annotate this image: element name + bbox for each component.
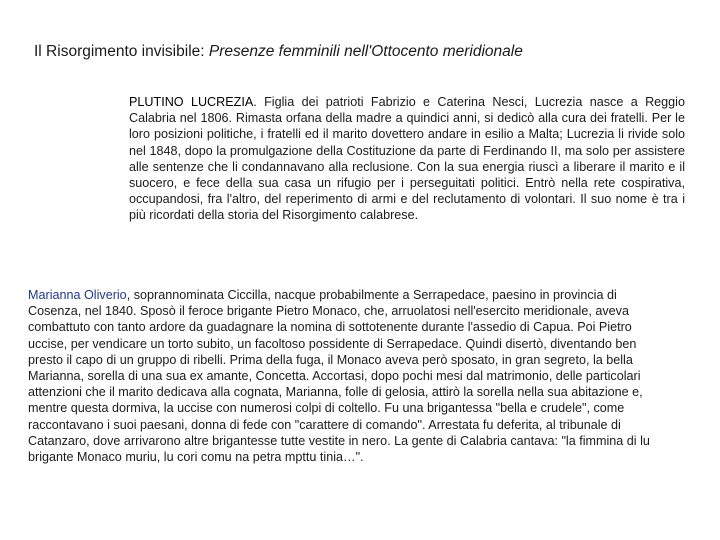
page-title bbox=[34, 42, 694, 62]
marianna-name: Marianna Oliverio bbox=[28, 288, 127, 302]
lucrezia-name: PLUTINO LUCREZIA bbox=[129, 95, 254, 109]
biography-marianna bbox=[28, 287, 652, 465]
biography-lucrezia bbox=[129, 94, 685, 224]
lucrezia-text: . Figlia dei patrioti Fabrizio e Caterina Nesci, Lucrezia nasce a Reggio Calabria nel 1806. Rimasta orfana della madre a quindici anni, si dedicò alla cura dei fratelli. Per le loro posizioni politiche, i fratelli ed il marito dovettero andare in esilio a Malta; Lucrezia li rivide solo nel 1848, dopo la promulgazione della Costituzione da parte di Ferdinando II, ma solo per assistere alle sentenze che li condannavano alla reclusione. Con la sua energia riuscì a liberare il marito e il suocero, e fece della sua casa un rifugio per i perseguitati politici. Entrò nella rete cospirativa, occupandosi, fra l'altro, del reperimento di armi e del reclutamento di volontari. Il suo nome è tra i più ricordati della storia del Risorgimento calabrese. bbox=[129, 95, 685, 223]
title-italic: Presenze femminili nell'Ottocento meridionale bbox=[208, 43, 523, 60]
marianna-text: , soprannominata Ciccilla, nacque probabilmente a Serrapedace, paesino in provincia di Cosenza, nel 1840. Sposò il feroce brigante Pietro Monaco, che, arruolatosi nell'esercito meridionale, aveva combattuto con tanto ardore da guadagnare la nomina di sottotenente durante l'assedio di Capua. Poi Pietro uccise, per vendicare un torto subito, un facoltoso possidente di Serrapedace. Quindi disertò, diventando ben presto il capo di un gruppo di ribelli. Prima della fuga, il Monaco aveva però sposato, in gran segreto, la bella Marianna, sorella di una sua ex amante, Concetta. Accortasi, dopo pochi mesi dal matrimonio, delle particolari attenzioni che il marito dedicava alla cognata, Marianna, folle di gelosia, attirò la sorella nella sua abitazione e, mentre questa dormiva, la uccise con numerosi colpi di coltello. Fu una brigantessa "bella e crudele", come raccontavano i suoi paesani, donna di fede con "carattere di comando". Arrestata fu deferita, al tribunale di Catanzaro, dove arrivarono altre brigantesse tutte vestite in nero. La gente di Calabria cantava: "la fimmina di lu brigante Monaco muriu, lu cori comu na petra mpttu tinia…". bbox=[28, 288, 650, 465]
title-prefix: Il Risorgimento invisibile: bbox=[34, 43, 209, 60]
